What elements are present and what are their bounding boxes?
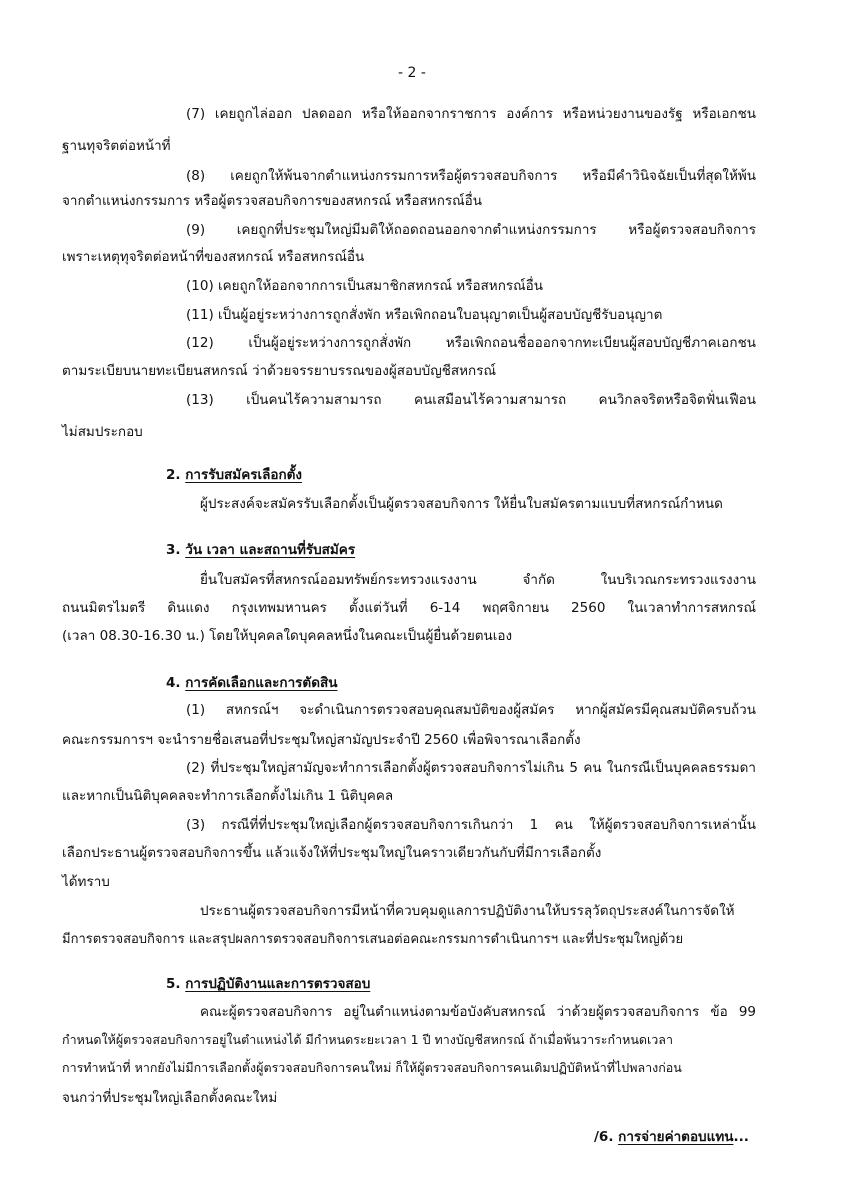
- section-4-item-2-line-1: (2) ที่ประชุมใหญ่สามัญจะทำการเลือกตั้งผู้ตรวจสอบกิจการไม่เกิน 5 คน ในกรณีเป็นบุคคลธรรมดา: [186, 760, 756, 776]
- section-3-line-2: ถนนมิตรไมตรี ดินแดง กรุงเทพมหานคร ตั้งแต่วันที่ 6-14 พฤศจิกายน 2560 ในเวลาทำการสหกรณ์: [62, 600, 756, 616]
- section-3-line-3: (เวลา 08.30-16.30 น.) โดยให้บุคคลใดบุคคลหนึ่งในคณะเป็นผู้ยื่นด้วยตนเอง: [62, 628, 513, 644]
- section-5-line-1: คณะผู้ตรวจสอบกิจการ อยู่ในตำแหน่งตามข้อบังคับสหกรณ์ ว่าด้วยผู้ตรวจสอบกิจการ ข้อ 99: [200, 1004, 756, 1020]
- section-4-heading: [166, 673, 337, 693]
- continuation-prefix: /6.: [594, 1129, 619, 1145]
- item-7-line-1: (7) เคยถูกไล่ออก ปลดออก หรือให้ออกจากราชการ องค์การ หรือหน่วยงานของรัฐ หรือเอกชน: [186, 106, 756, 122]
- section-4-para-line-1: ประธานผู้ตรวจสอบกิจการมีหน้าที่ควบคุมดูแลการปฏิบัติงานให้บรรลุวัตถุประสงค์ในการจัดให้: [200, 903, 735, 919]
- item-12-line-2: ตามระเบียบนายทะเบียนสหกรณ์ ว่าด้วยจรรยาบรรณของผู้สอบบัญชีสหกรณ์: [62, 363, 496, 379]
- continuation-heading: การจ่ายค่าตอบแทน: [618, 1129, 734, 1145]
- section-5-title: การปฏิบัติงานและการตรวจสอบ: [185, 976, 371, 992]
- section-4-item-3-line-1: (3) กรณีที่ที่ประชุมใหญ่เลือกผู้ตรวจสอบกิจการเกินกว่า 1 คน ให้ผู้ตรวจสอบกิจการเหล่านั้น: [186, 817, 756, 833]
- item-10: (10) เคยถูกให้ออกจากการเป็นสมาชิกสหกรณ์ หรือสหกรณ์อื่น: [186, 278, 543, 294]
- item-8-line-2: จากตำแหน่งกรรมการ หรือผู้ตรวจสอบกิจการของสหกรณ์ หรือสหกรณ์อื่น: [62, 193, 482, 209]
- section-5-line-3: การทำหน้าที่ หากยังไม่มีการเลือกตั้งผู้ตรวจสอบกิจการคนใหม่ ก็ให้ผู้ตรวจสอบกิจการคนเดิมปฏิบัติหน้าที่ไปพลางก่อน: [62, 1060, 682, 1075]
- section-5-line-4: จนกว่าที่ประชุมใหญ่เลือกตั้งคณะใหม่: [62, 1090, 278, 1106]
- section-2-number: 2.: [166, 467, 181, 483]
- section-2-text: ผู้ประสงค์จะสมัครรับเลือกตั้งเป็นผู้ตรวจสอบกิจการ ให้ยื่นใบสมัครตามแบบที่สหกรณ์กำหนด: [200, 496, 723, 512]
- section-3-line-1: ยื่นใบสมัครที่สหกรณ์ออมทรัพย์กระทรวงแรงงาน จำกัด ในบริเวณกระทรวงแรงงาน: [200, 572, 756, 588]
- section-4-item-1-line-2: คณะกรรมการฯ จะนำรายชื่อเสนอที่ประชุมใหญ่สามัญประจำปี 2560 เพื่อพิจารณาเลือกตั้ง: [62, 732, 581, 748]
- continuation-suffix: ...: [733, 1129, 749, 1145]
- item-13-line-1: (13) เป็นคนไร้ความสามารถ คนเสมือนไร้ความสามารถ คนวิกลจริตหรือจิตฟั่นเฟือน: [186, 392, 756, 408]
- section-4-item-1-line-1: (1) สหกรณ์ฯ จะดำเนินการตรวจสอบคุณสมบัติของผู้สมัคร หากผู้สมัครมีคุณสมบัติครบถ้วน: [186, 702, 756, 718]
- section-4-number: 4.: [166, 675, 181, 691]
- section-4-item-3-line-3: ได้ทราบ: [62, 874, 110, 890]
- item-12-line-1: (12) เป็นผู้อยู่ระหว่างการถูกสั่งพัก หรือเพิกถอนชื่อออกจากทะเบียนผู้สอบบัญชีภาคเอกชน: [186, 335, 756, 351]
- item-8-line-1: (8) เคยถูกให้พ้นจากตำแหน่งกรรมการหรือผู้ตรวจสอบกิจการ หรือมีคำวินิจฉัยเป็นที่สุดให้พ้น: [186, 168, 756, 184]
- item-9-line-1: (9) เคยถูกที่ประชุมใหญ่มีมติให้ถอดถอนออกจากตำแหน่งกรรมการ หรือผู้ตรวจสอบกิจการ: [186, 222, 756, 238]
- section-5-heading: [166, 974, 370, 994]
- item-11: (11) เป็นผู้อยู่ระหว่างการถูกสั่งพัก หรือเพิกถอนใบอนุญาตเป็นผู้สอบบัญชีรับอนุญาต: [186, 307, 663, 323]
- section-3-number: 3.: [166, 542, 181, 558]
- section-4-title: การคัดเลือกและการตัดสิน: [185, 675, 338, 691]
- section-2-heading: [166, 465, 302, 485]
- section-3-title: วัน เวลา และสถานที่รับสมัคร: [185, 542, 356, 558]
- page-number: - 2 -: [398, 65, 426, 81]
- section-2-title: การรับสมัครเลือกตั้ง: [185, 467, 303, 483]
- section-4-item-2-line-2: และหากเป็นนิติบุคคลจะทำการเลือกตั้งไม่เกิน 1 นิติบุคคล: [62, 788, 394, 804]
- section-4-item-3-line-2: เลือกประธานผู้ตรวจสอบกิจการขึ้น แล้วแจ้งให้ที่ประชุมใหญ่ในคราวเดียวกันกับที่มีการเลือกตั้ง: [62, 845, 602, 861]
- section-5-number: 5.: [166, 976, 181, 992]
- section-4-para-line-2: มีการตรวจสอบกิจการ และสรุปผลการตรวจสอบกิจการเสนอต่อคณะกรรมการดำเนินการฯ และที่ประชุมใหญ่ด้วย: [62, 932, 684, 947]
- item-7-line-2: ฐานทุจริตต่อหน้าที่: [62, 138, 171, 154]
- section-3-heading: [166, 540, 355, 560]
- section-5-line-2: กำหนดให้ผู้ตรวจสอบกิจการอยู่ในตำแหน่งได้ มีกำหนดระยะเวลา 1 ปี ทางบัญชีสหกรณ์ ถ้าเมื่อพ้นวาระกำหนดเวลา: [62, 1032, 673, 1047]
- item-9-line-2: เพราะเหตุทุจริตต่อหน้าที่ของสหกรณ์ หรือสหกรณ์อื่น: [62, 249, 365, 265]
- item-13-line-2: ไม่สมประกอบ: [62, 424, 143, 440]
- continuation-marker: [594, 1127, 749, 1147]
